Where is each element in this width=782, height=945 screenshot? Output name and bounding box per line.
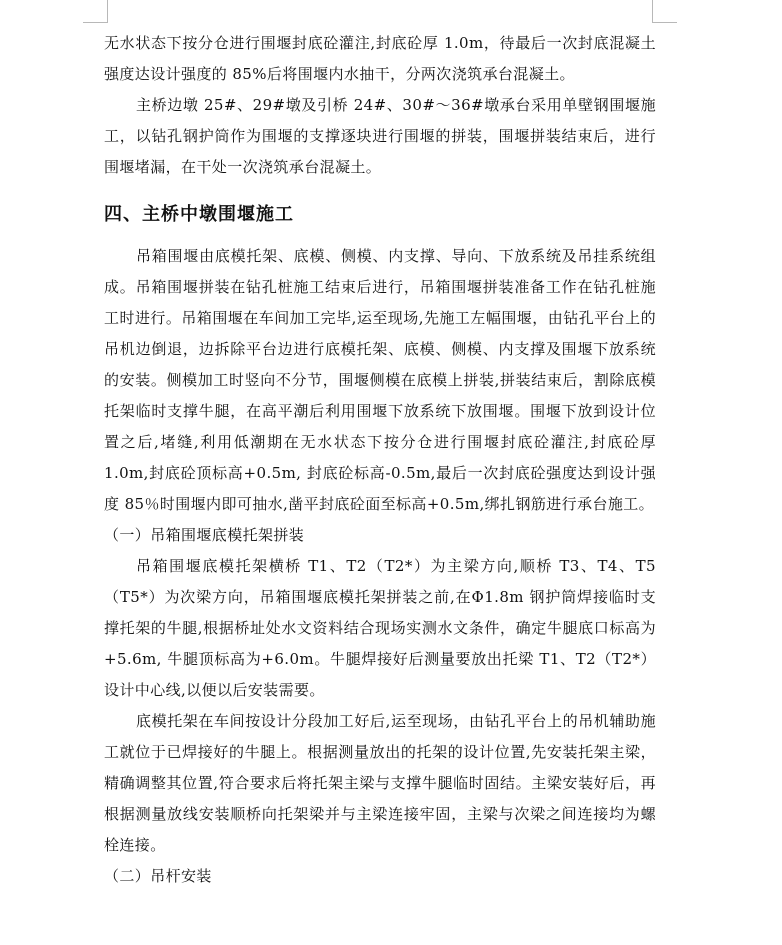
paragraph-1: 无水状态下按分仓进行围堰封底砼灌注,封底砼厚 1.0m，待最后一次封底混凝土强度达设计强度的 85%后将围堰内水抽干，分两次浇筑承台混凝土。 (104, 34, 656, 83)
subheading-2: （二）吊杆安装 (104, 867, 212, 885)
document-body (104, 28, 656, 892)
paragraph-5: 底模托架在车间按设计分段加工好后,运至现场，由钻孔平台上的吊机辅助施工就位于已焊接好的牛腿上。根据测量放出的托架的设计位置,先安装托架主梁，精确调整其位置,符合要求后将托架主梁与支撑牛腿临时固结。主梁安装好后，再根据测量放线安装顺桥向托架梁并与主梁连接牢固，主梁与次梁之间连接均为螺栓连接。 (104, 712, 656, 854)
section-heading-4: 四、主桥中墩围堰施工 (104, 204, 294, 225)
paragraph-3: 吊箱围堰由底模托架、底模、侧模、内支撑、导向、下放系统及吊挂系统组成。吊箱围堰拼装在钻孔桩施工结束后进行，吊箱围堰拼装准备工作在钻孔桩施工时进行。吊箱围堰在车间加工完毕,运至现场,先施工左幅围堰，由钻孔平台上的吊机边倒退，边拆除平台边进行底模托架、底模、侧模、内支撑及围堰下放系统的安装。侧模加工时竖向不分节，围堰侧模在底模上拼装,拼装结束后，割除底模托架临时支撑牛腿，在高平潮后利用围堰下放系统下放围堰。围堰下放到设计位置之后,堵缝,利用低潮期在无水状态下按分仓进行围堰封底砼灌注,封底砼厚 1.0m,封底砼顶标高+0.5m, 封底砼标高-0.5m,最后一次封底砼强度达到设计强度 85％时围堰内即可抽水,凿平封底砼面至标高+0.5m,绑扎钢筋进行承台施工。 (104, 247, 656, 513)
paragraph-4: 吊箱围堰底模托架横桥 T1、T2（T2*）为主梁方向,顺桥 T3、T4、T5（T5*）为次梁方向，吊箱围堰底模托架拼装之前,在Φ1.8m 钢护筒焊接临时支撑托架的牛腿,根据桥址处水文资料结合现场实测水文条件，确定牛腿底口标高为+5.6m, 牛腿顶标高为+6.0m。牛腿焊接好后测量要放出托梁 T1、T2（T2*）设计中心线,以便以后安装需要。 (104, 557, 656, 699)
paragraph-2: 主桥边墩 25#、29#墩及引桥 24#、30#～36#墩承台采用单壁钢围堰施工，以钻孔钢护筒作为围堰的支撑逐块进行围堰的拼装，围堰拼装结束后，进行围堰堵漏，在干处一次浇筑承台混凝土。 (104, 96, 656, 176)
subheading-1: （一）吊箱围堰底模托架拼装 (104, 526, 305, 544)
page-corner-mark-left (83, 0, 108, 23)
page-corner-mark-right (652, 0, 677, 23)
